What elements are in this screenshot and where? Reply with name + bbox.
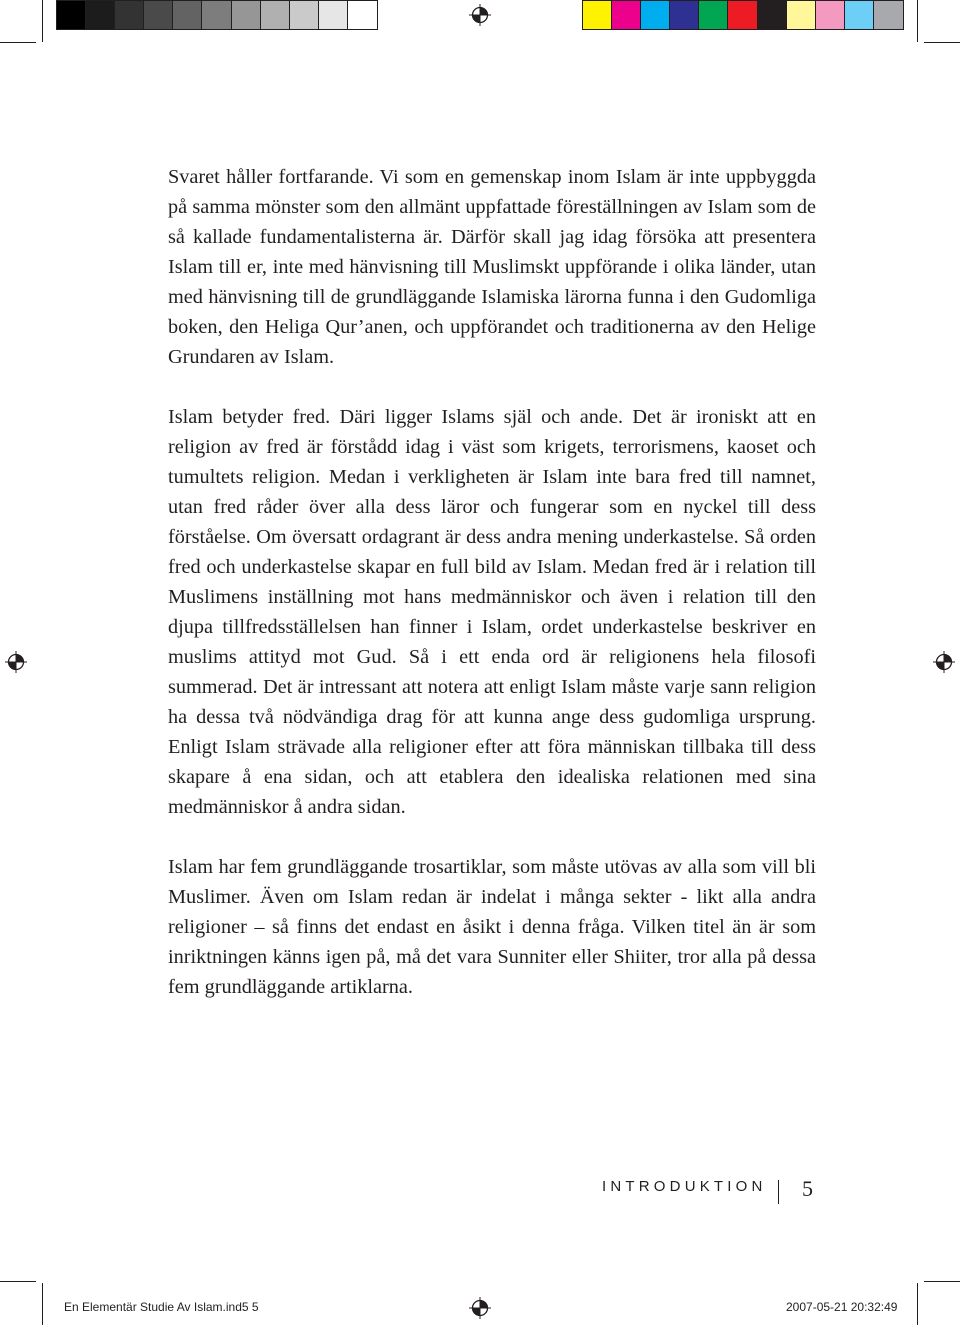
grayscale-color-bar — [56, 0, 378, 30]
paragraph-2: Islam betyder fred. Däri ligger Islams själ och ande. Det är ironiskt att en religion av fred är förstådd idag i väst som krigets, terrorismens, kaoset och tumultets religion. Medan i verkligheten är Islam inte bara fred till namnet, utan fred råder över alla dess läror och fungerar som en nyckel till dess förståelse. Om översatt ordagrant är dess andra mening underkastelse. Så orden fred och underkastelse skapar en full bild av Islam. Medan fred är i relation till Muslimens inställning mot hans medmänniskor och även i relation till den djupa tillfredsställelsen han finner i Islam, ordet underkastelse beskriver en muslims attityd mot Gud. Så i ett enda ord är religionens hela filosofi summerad. Det är intressant att notera att enligt Islam måste varje sann religion ha dessa två nödvändiga drag för att kunna ange dess gudomliga ursprung. Enligt Islam strävade alla religioner efter att föra människan tillbaka till dess skapare å ena sidan, och att etablera den idealiska relationen med sina medmänniskor å andra sidan. — [168, 406, 816, 818]
registration-mark-top-icon — [469, 4, 491, 26]
crop-mark-bottom-left-vertical — [42, 1283, 43, 1325]
paragraph-1: Svaret håller fortfarande. Vi som en gemenskap inom Islam är inte uppbyggda på samma mönster som den allmänt uppfattade föreställningen av Islam som de så kallade fundamentalisterna är. Därför skall jag idag försöka att presentera Islam till er, inte med hänvisning till Muslimskt uppförande i olika länder, utan med hänvisning till de grundläggande Islamiska lärorna funna i den Gudomliga boken, den Heliga Qur’anen, och uppförandet och traditionerna av den Helige Grundaren av Islam. — [168, 166, 816, 368]
crop-mark-bottom-left-horizontal — [0, 1281, 36, 1282]
running-head: INTRODUKTION — [602, 1178, 767, 1195]
crop-mark-bottom-right-vertical — [917, 1283, 918, 1325]
grayscale-swatch — [232, 1, 261, 29]
grayscale-swatch — [86, 1, 115, 29]
crop-mark-top-left-horizontal — [0, 42, 36, 43]
grayscale-swatch — [115, 1, 144, 29]
process-color-swatch — [816, 1, 845, 29]
page-number: 5 — [802, 1176, 813, 1201]
grayscale-swatch — [348, 1, 377, 29]
process-color-bar — [582, 0, 904, 30]
folio-divider — [778, 1180, 779, 1204]
crop-mark-top-right-horizontal — [924, 42, 960, 43]
process-color-swatch — [641, 1, 670, 29]
grayscale-swatch — [290, 1, 319, 29]
grayscale-swatch — [202, 1, 231, 29]
process-color-swatch — [670, 1, 699, 29]
process-color-swatch — [758, 1, 787, 29]
grayscale-swatch — [319, 1, 348, 29]
grayscale-swatch — [173, 1, 202, 29]
registration-mark-right-icon — [933, 651, 955, 673]
process-color-swatch — [845, 1, 874, 29]
crop-mark-top-right-vertical — [917, 0, 918, 42]
process-color-swatch — [787, 1, 816, 29]
registration-mark-left-icon — [5, 651, 27, 673]
process-color-swatch — [583, 1, 612, 29]
process-color-swatch — [699, 1, 728, 29]
slug-filename: En Elementär Studie Av Islam.ind5 5 — [64, 1300, 259, 1314]
process-color-swatch — [612, 1, 641, 29]
process-color-swatch — [874, 1, 903, 29]
registration-mark-bottom-icon — [469, 1297, 491, 1319]
crop-mark-bottom-right-horizontal — [924, 1281, 960, 1282]
body-text — [168, 162, 816, 1002]
grayscale-swatch — [144, 1, 173, 29]
slug-timestamp: 2007-05-21 20:32:49 — [786, 1300, 898, 1314]
paragraph-3: Islam har fem grundläggande trosartiklar, som måste utövas av alla som vill bli Muslimer. Även om Islam redan är indelat i många sekter - likt alla andra religioner – så finns det endast en åsikt i denna fråga. Vilken titel än är som inriktningen känns igen på, må det vara Sunniter eller Shiiter, tror alla på dessa fem grundläggande artiklarna. — [168, 856, 816, 998]
grayscale-swatch — [57, 1, 86, 29]
process-color-swatch — [728, 1, 757, 29]
grayscale-swatch — [261, 1, 290, 29]
crop-mark-top-left-vertical — [42, 0, 43, 42]
